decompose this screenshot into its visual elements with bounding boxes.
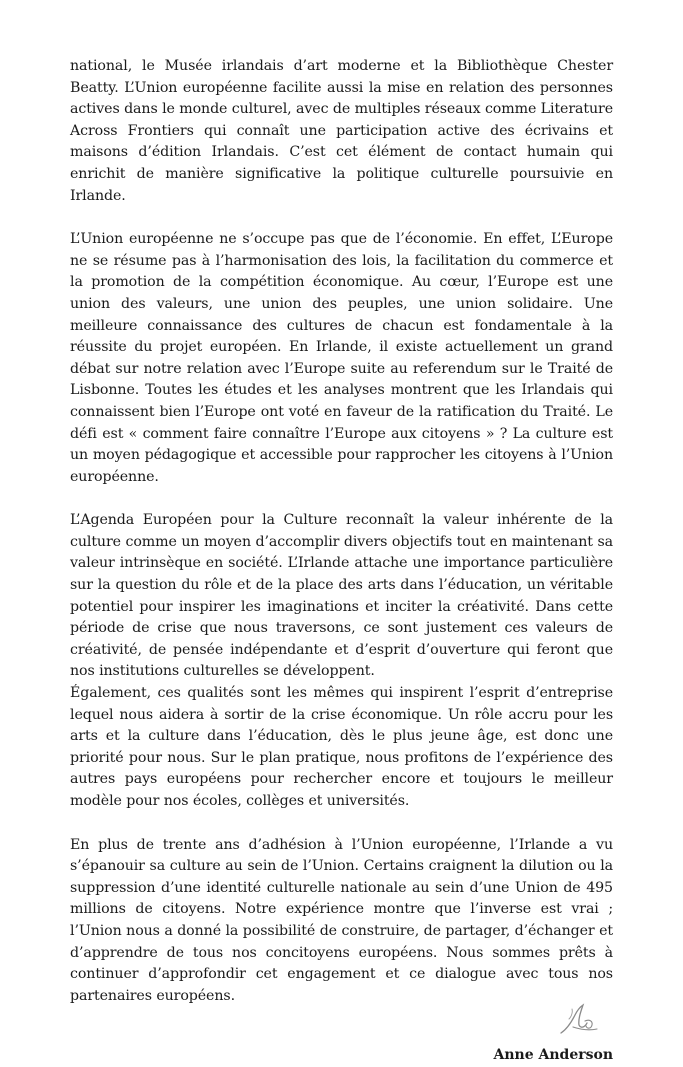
paragraph-spacer xyxy=(70,488,613,510)
paragraph-1: national, le Musée irlandais d’art moderne et la Bibliothèque Chester Beatty. L’Union européenne facilite aussi la mise en relation des personnes actives dans le monde culturel, avec de multiples réseaux comme Literature Across Frontiers qui connaît une participation active des écrivains et maisons d’édition Irlandais. C’est cet élément de contact humain qui enrichit de manière significative la politique culturelle poursuivie en Irlande. xyxy=(70,58,613,204)
paragraph-spacer xyxy=(70,207,613,229)
paragraph-3: L’Agenda Européen pour la Culture reconnaît la valeur inhérente de la culture comme un moyen d’accomplir divers objectifs tout en maintenant sa valeur intrinsèque en société. L’Irlande attache une importance particulière sur la question du rôle et de la place des arts dans l’éducation, un véritable potentiel pour inspirer les imaginations et inciter la créativité. Dans cette période de crise que nous traversons, ce sont justement ces valeurs de créativité, de pensée indépendante et d’esprit d’ouverture qui feront que nos institutions culturelles se développent. xyxy=(70,512,613,680)
document-page xyxy=(70,56,613,1067)
paragraph-4: Également, ces qualités sont les mêmes qui inspirent l’esprit d’entreprise lequel nous aidera à sortir de la crise économique. Un rôle accru pour les arts et la culture dans l’éducation, dès le plus jeune âge, est donc une priorité pour nous. Sur le plan pratique, nous profitons de l’expérience des autres pays européens pour rechercher encore et toujours le meilleur modèle pour nos écoles, collèges et universités. xyxy=(70,685,613,809)
signature-block xyxy=(70,1007,613,1067)
author-name: Anne Anderson xyxy=(493,1047,613,1064)
paragraph-spacer xyxy=(70,813,613,835)
paragraph-5: En plus de trente ans d’adhésion à l’Union européenne, l’Irlande a vu s’épanouir sa culture au sein de l’Union. Certains craignent la dilution ou la suppression d’une identité culturelle nationale au sein d’une Union de 495 millions de citoyens. Notre expérience montre que l’inverse est vrai ; l’Union nous a donné la possibilité de construire, de partager, d’échanger et d’apprendre de tous nos concitoyens européens. Nous sommes prêts à continuer d’approfondir cet engagement et ce dialogue avec tous nos partenaires européens. xyxy=(70,836,613,1004)
paragraph-2: L’Union européenne ne s’occupe pas que de l’économie. En effet, L’Europe ne se résume pas à l’harmonisation des lois, la facilitation du commerce et la promotion de la compétition économique. Au cœur, l’Europe est une union des valeurs, une union des peuples, une union solidaire. Une meilleure connaissance des cultures de chacun est fondamentale à la réussite du projet européen. En Irlande, il existe actuellement un grand débat sur notre relation avec l’Europe suite au referendum sur le Traité de Lisbonne. Toutes les études et les analyses montrent que les Irlandais qui connaissent bien l’Europe ont voté en faveur de la ratification du Traité. Le défi est « comment faire connaître l’Europe aux citoyens » ? La culture est un moyen pédagogique et accessible pour rapprocher les citoyens à l’Union européenne. xyxy=(70,231,613,485)
handwritten-signature-icon xyxy=(557,999,601,1039)
